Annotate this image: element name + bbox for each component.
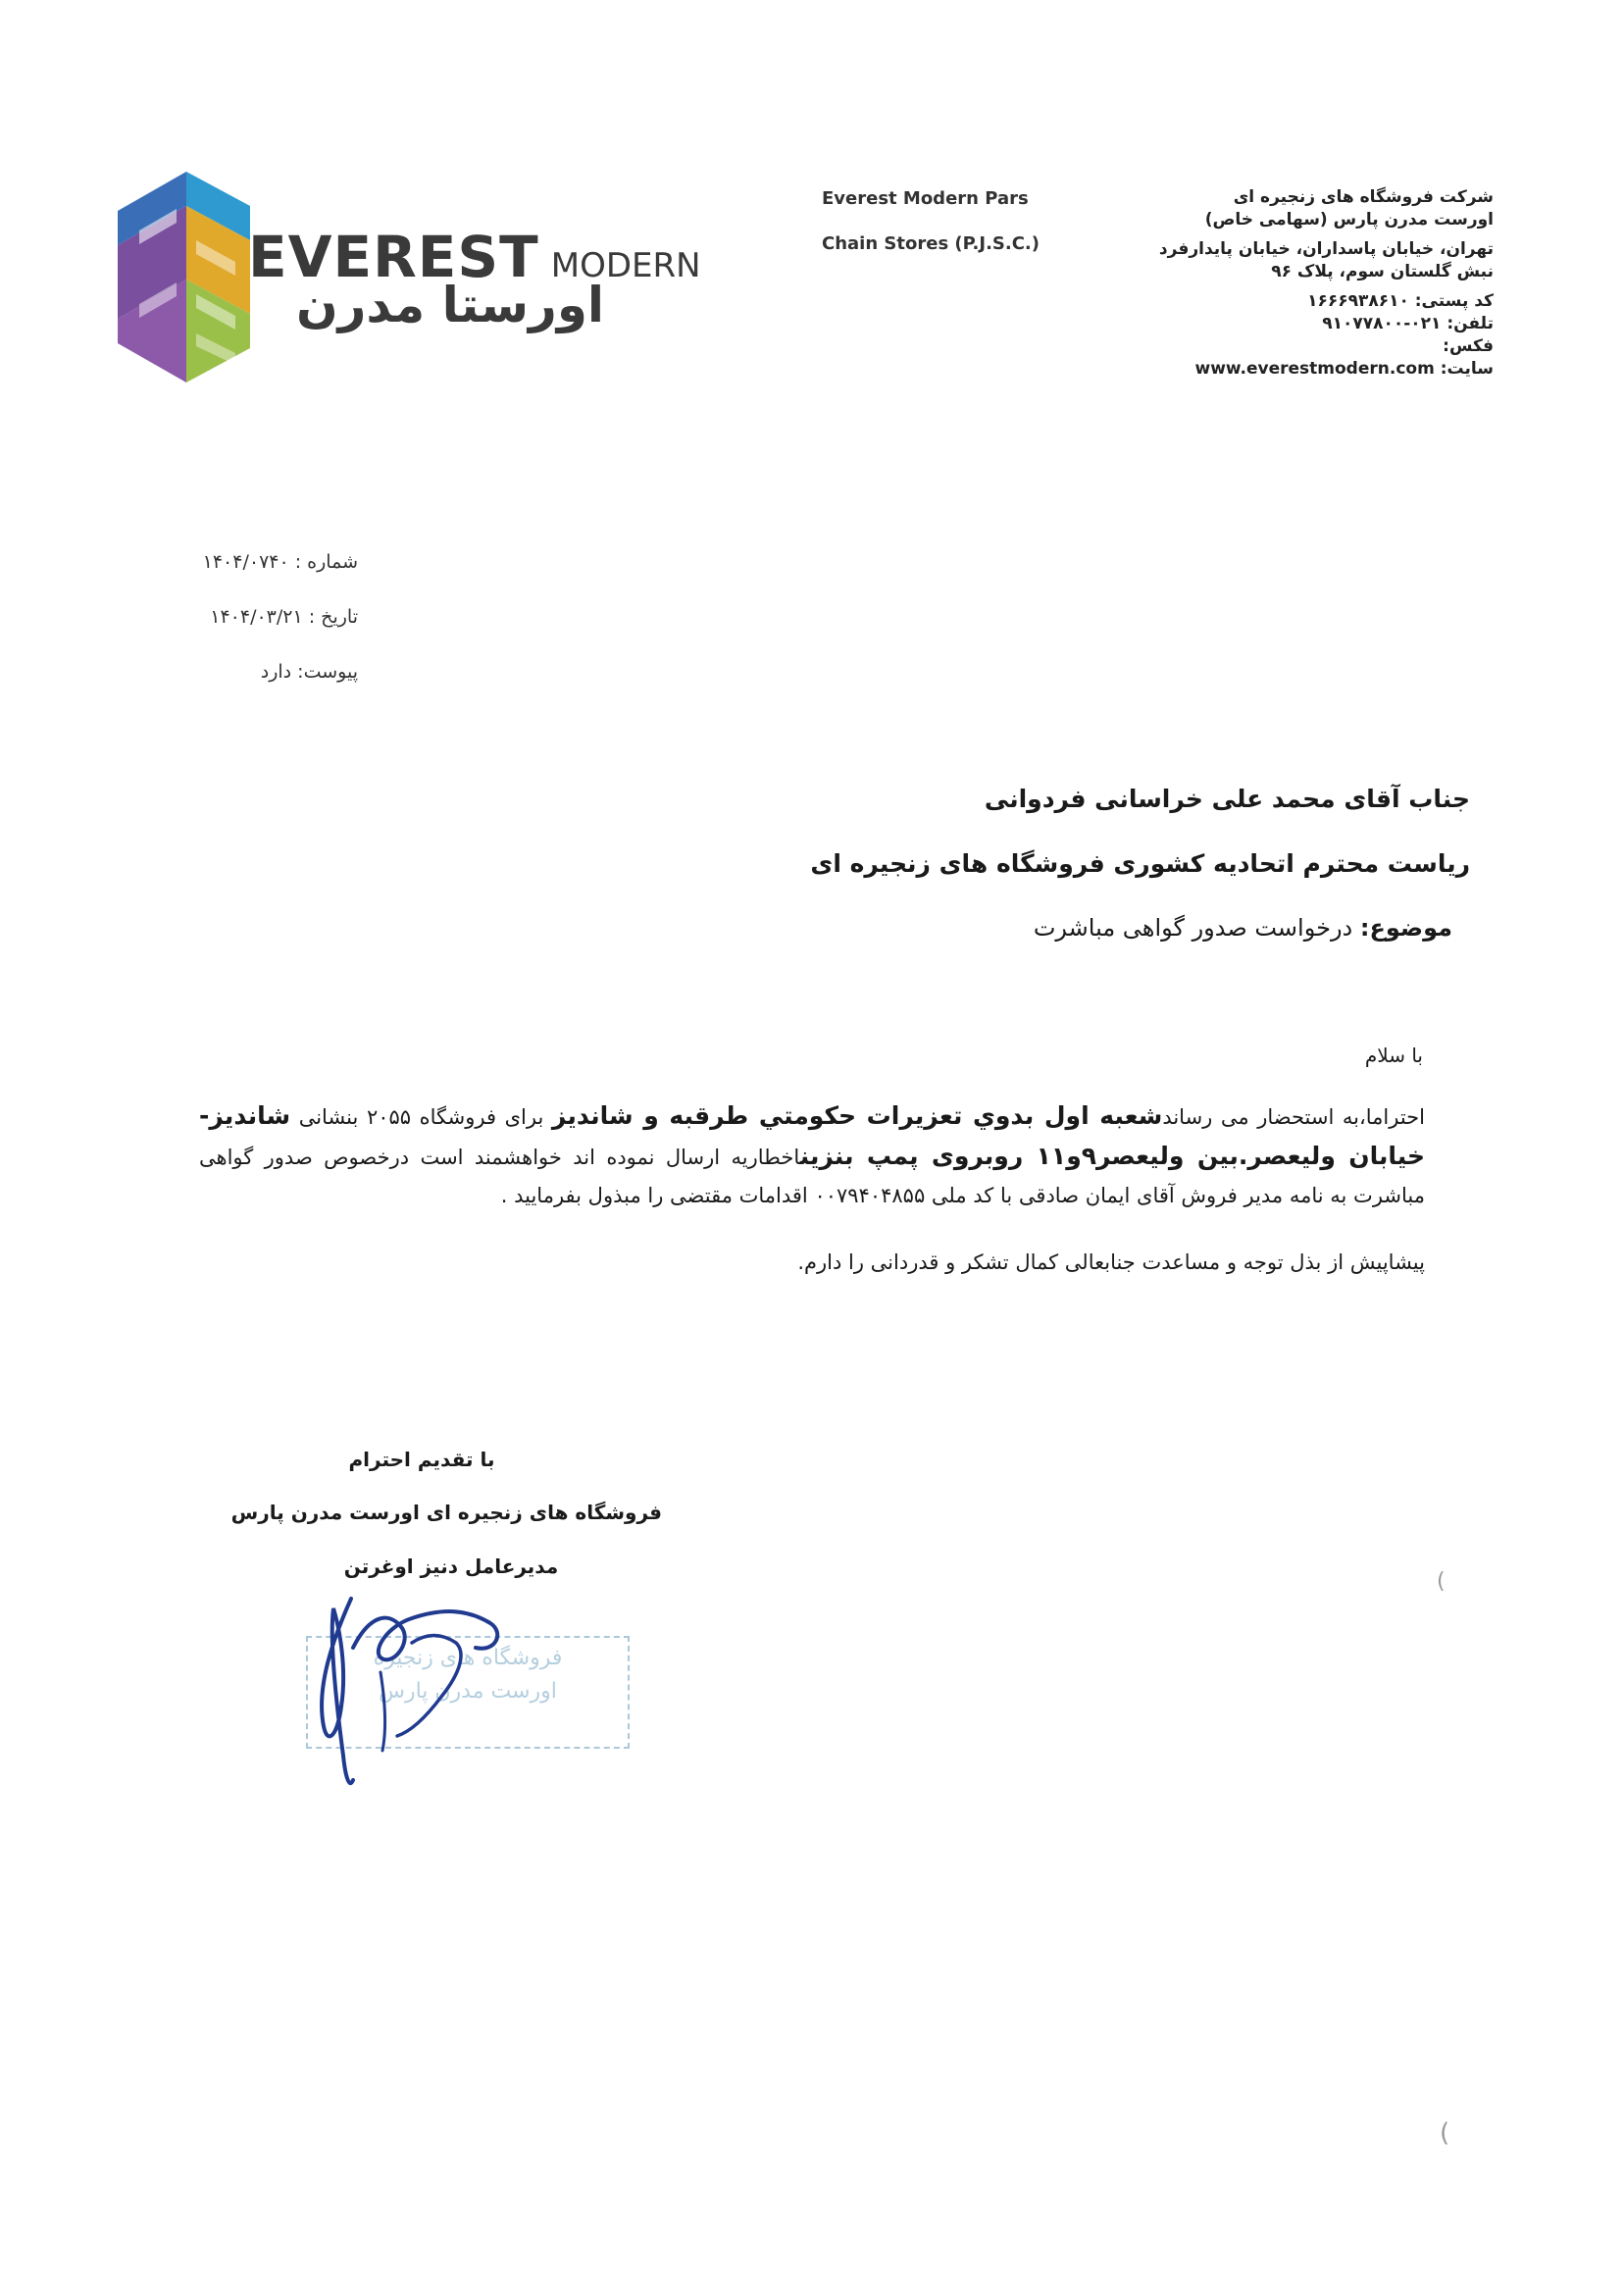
body-part-1: احتراما،به استحضار می رساند: [1162, 1105, 1425, 1129]
closing-line: پیشاپیش از بذل توجه و مساعدت جنابعالی کمال تشکر و قدردانی را دارم.: [797, 1250, 1425, 1274]
company-address-1: تهران، خیابان پاسداران، خیابان پایدارفرد: [1158, 239, 1494, 259]
letter-number: شماره : ۱۴۰۴/۰۷۴۰: [202, 551, 358, 573]
salutation: با سلام: [1364, 1044, 1423, 1067]
handwritten-signature: [294, 1579, 530, 1795]
letter-attachment: پیوست: دارد: [260, 661, 358, 683]
body-part-2: شعبه اول بدوي تعزيرات حكومتي طرقبه و شانديز: [551, 1101, 1163, 1130]
company-header-fa: [1082, 186, 1494, 381]
subject-label: موضوع:: [1359, 914, 1452, 942]
sign-ceo: مدیرعامل دنیز اوغرتن: [343, 1555, 559, 1578]
company-fax: فکس:: [1443, 336, 1494, 356]
scan-speck: (: [1440, 2118, 1450, 2148]
company-name-fa-2: اورست مدرن پارس (سهامی خاص): [1204, 210, 1494, 229]
everest-logo-icon: [118, 172, 250, 382]
company-address-2: نبش گلستان سوم، پلاک ۹۶: [1271, 262, 1494, 281]
body-part-4: شانديز- خيابان وليعصر.بين وليعصر۹و۱۱ روبروی پمپ بنزين: [199, 1101, 1425, 1170]
company-website: سایت: www.everestmodern.com: [1194, 359, 1494, 379]
company-name-fa: شرکت فروشگاه های زنجیره ای: [1233, 187, 1494, 207]
stamp-line-1: فروشگاه های زنجیره: [373, 1646, 563, 1670]
letter-body: [199, 1096, 1425, 1215]
sign-regards: با تقدیم احترام: [348, 1448, 495, 1471]
body-part-5: اخطاریه ارسال نموده اند خواهشمند است درخصوص صدور گواهی مباشرت به نامه مدیر فروش آقای ایمان صادقی با کد ملی ۰۰۷۹۴۰۴۸۵۵ اقدامات مقتضی را مبذول بفرمایید .: [199, 1146, 1425, 1207]
sign-company: فروشگاه های زنجیره ای اورست مدرن پارس: [230, 1501, 662, 1524]
addressee-name: جناب آقای محمد علی خراسانی فردوانی: [984, 785, 1470, 813]
letter-subject: [1034, 914, 1452, 942]
letter-reference: [147, 535, 358, 699]
stamp-line-2: اورست مدرن پارس: [379, 1679, 557, 1704]
letter-date: تاریخ : ۱۴۰۴/۰۳/۲۱: [210, 606, 358, 628]
logo-wordmark-big: EVEREST: [248, 224, 539, 290]
company-phone: تلفن: ۰۲۱-۹۱۰۷۷۸۰۰: [1322, 314, 1494, 333]
subject-text: درخواست صدور گواهی مباشرت: [1033, 914, 1353, 942]
body-part-3: برای فروشگاه ۲۰۵۵ بنشانی: [290, 1105, 552, 1129]
addressee-title: ریاست محترم اتحادیه کشوری فروشگاه های زنجیره ای: [810, 849, 1470, 878]
company-name-en: Everest Modern Pars: [822, 188, 1029, 209]
logo-wordmark-persian: اورستا مدرن: [295, 277, 605, 333]
scan-speck: (: [1437, 1569, 1446, 1594]
company-type-en: Chain Stores (P.J.S.C.): [822, 233, 1040, 254]
logo-wordmark-small: MODERN: [550, 246, 701, 285]
company-postal-code: کد پستی: ۱۶۶۶۹۳۸۶۱۰: [1307, 291, 1494, 311]
